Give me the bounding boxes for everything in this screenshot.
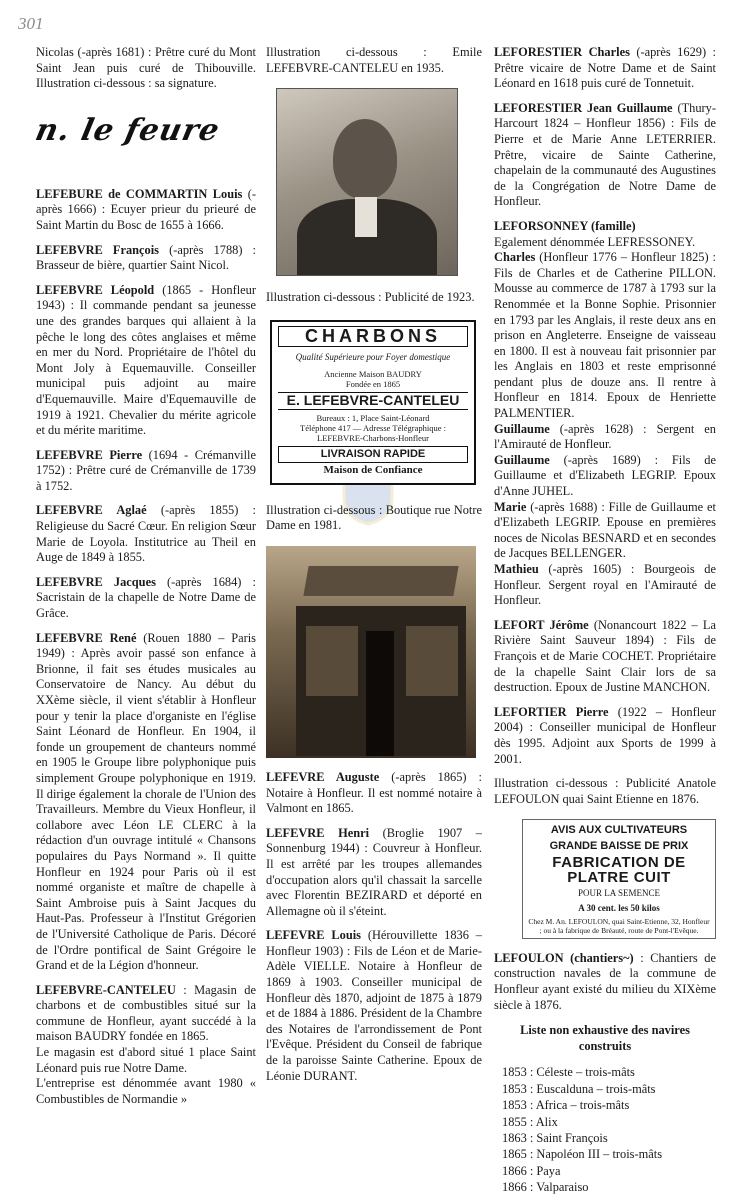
ad-line: Téléphone 417 — Adresse Télégraphique : LEFEBVRE-Charbons-Honfleur: [300, 422, 446, 443]
list-item: 1866 : Valparaiso: [502, 1180, 589, 1195]
ad-company-name: E. LEFEBVRE-CANTELEU: [278, 392, 468, 410]
entry-text: (Rouen 1880 – Paris 1949) : Après avoir passé son enfance à Brionne, il fait ses études musicales au Conservatoire de Nancy. Au début du XXème siècle, il vient s'établir à Honfleur pour y tenir la place d'organiste en l'église Saint Léonard de Honfleur. En 1904, il fonde un groupement de chanteurs nommé en 1905 le Groupe libre polyphonique puis simplement Groupe polyphonique en 1919. Il dirige également la chorale de l'Union des Travailleurs. Membre du Vieux Honfleur, il collabore avec Léon LE CLERC à la rédaction d'un ouvrage intitulé « Chansons populaires du Pays Normand ». Il quitte Honfleur en 1924 pour Paris où il est nommé organiste et maître de chapelle à Saint Ambroise puis à Saint Jacques du Haut-Pas. Professeur à l'Institut Grégorien de l'Université Catholique de Paris. Décoré de l'Ordre pontifical de Saint Grégoire le Grand et de la Légion d'honneur.: [36, 630, 256, 973]
entry-name: LEFORT Jérôme: [494, 617, 589, 632]
entry-name: LEFORESTIER Jean Guillaume: [494, 100, 673, 115]
ad-title: CHARBONS: [278, 326, 468, 348]
entry-name: Nicolas: [36, 45, 74, 59]
caption-portrait: Illustration ci-dessous : Emile LEFEBVRE-CANTELEU en 1935.: [266, 45, 482, 75]
entry-name: LEFEBVRE-CANTELEU: [36, 982, 176, 997]
entry-name: Mathieu: [494, 562, 539, 576]
column-1: [32, 45, 257, 1116]
ad-livraison: LIVRAISON RAPIDE: [278, 446, 468, 464]
avis-line: GRANDE BAISSE DE PRIX: [549, 839, 689, 852]
list-item: 1865 : Napoléon III – trois-mâts: [502, 1147, 663, 1162]
entry-name: LEFOULON (chantiers~): [494, 950, 634, 965]
entry-lefevre-henri: [266, 826, 482, 920]
entry-name: LEFORESTIER Charles: [494, 45, 630, 59]
entry-lefebvre-pierre: [36, 448, 256, 495]
entry-name: LEFEVRE Louis: [266, 928, 361, 943]
entry-lefebure-commartin: [36, 187, 256, 234]
entry-name: LEFEBVRE Léopold: [36, 282, 155, 297]
entry-text: (Broglie 1907 – Sonnenburg 1944) : Couvreur à Honfleur. Il est arrêté par les troupes allemandes d'occupation alors qu'il chassait la sarcelle avec Florentin BEZIRARD et déporté en Allemagne où il s'éteint.: [266, 825, 483, 918]
entry-text: Le magasin est d'abord situé 1 place Saint Léonard puis rue Notre Dame.: [36, 1045, 256, 1075]
ad-line: Bureaux : 1, Place Saint-Léonard: [316, 412, 430, 423]
entry-name: LEFEBURE de COMMARTIN Louis: [36, 186, 243, 201]
entry-name: LEFEBVRE François: [36, 242, 159, 257]
signature-image: [32, 101, 256, 171]
entry-text: (Hérouvillette 1836 – Honfleur 1903) : Fils de Léon et de Marie-Adèle VIELLE. Notaire à Honfleur de 1869 à 1903. Conseiller municipal de Honfleur dès 1870, adjoint de 1875 à 1879 et de 1884 à 1886. Président de la Chambre des Notaires de l'arrondissement de Pont l'Evêque. Président du Conseil de fabrique de la paroisse Sainte Catherine. Epoux de Léonie DURANT.: [266, 928, 482, 1083]
list-item: 1855 : Alix: [502, 1114, 558, 1129]
entry-name: LEFEBVRE Pierre: [36, 447, 143, 462]
entry-name: Guillaume: [494, 452, 550, 467]
boutique-photo: [266, 546, 476, 758]
entry-leforestier-jean-guillaume: [494, 101, 716, 210]
entry-leforestier-charles: [494, 45, 716, 92]
entry-text: L'entreprise est dénommée avant 1980 « Combustibles de Normandie »: [36, 1076, 256, 1106]
column-3: [494, 45, 716, 1196]
entry-text: (-après 1865) : Notaire à Honfleur. Il est nommé notaire à Valmont en 1865.: [266, 769, 483, 816]
entry-name: Guillaume: [494, 421, 550, 436]
ad-maison: Maison de Confiance: [323, 464, 423, 477]
entry-lefevre-auguste: [266, 770, 482, 817]
avis-address: Chez M. An. LEFOULON, quai Saint-Etienne, 32, Honfleur ; ou à la fabrique de Bréauté, route de Pont-l'Evêque.: [528, 916, 710, 935]
entry-name: LEFORSONNEY (famille): [494, 218, 636, 233]
entry-lefebvre-canteleu: [36, 983, 256, 1108]
entry-name: LEFEBVRE René: [36, 630, 137, 645]
entry-text: : Magasin de charbons et de combustibles situé sur la commune de Honfleur, ayant succédé à la maison BAUDRY fondée en 1865.: [36, 982, 256, 1044]
entry-lefebvre-francois: [36, 243, 256, 274]
advertisement-charbons: [270, 320, 476, 485]
ships-list: [494, 1064, 716, 1195]
entry-text: (1865 - Honfleur 1943) : Il commande pendant sa jeunesse une des grandes barques qui allaient à la pêche le long des côtes anglaises et même en mer du Nord. Propriétaire de l'hôtel du Mont Joly à Equemauville. Conseiller municipal puis adjoint au maire d'Equemauville. Maire d'Equemauville de 1919 à 1921. Chevalier du mérite agricole et du mérite maritime.: [36, 282, 256, 438]
entry-text: : Chantiers de construction navales de la commune de Honfleur ayant existé du milieu du XIXème siècle à 1876.: [494, 950, 716, 1012]
entry-nicolas: [36, 45, 256, 92]
signature-text: n. le feure: [32, 112, 224, 148]
entry-text: (-après 1629) : Prêtre vicaire de Notre Dame et de Saint Léonard en 1618 puis curé de Tonnetuit.: [494, 45, 716, 91]
entry-lefebvre-rene: [36, 631, 256, 974]
entry-lefortier-pierre: [494, 705, 716, 767]
list-item: 1853 : Euscalduna – trois-mâts: [502, 1081, 656, 1096]
entry-lefebvre-leopold: [36, 283, 256, 439]
entry-text: (-après 1689) : Fils de Guillaume et d'Elizabeth LEGRIP. Epoux d'Anne JUHEL.: [494, 452, 716, 499]
entry-text: (-après 1666) : Ecuyer prieur du prieuré de Saint Martin du Bosc de 1655 à 1666.: [36, 186, 256, 232]
entry-lefebvre-jacques: [36, 575, 256, 622]
entry-text: (Thury-Harcourt 1824 – Honfleur 1856) : Fils de Pierre et de Marie Anne LETERRIER. Prêtre, vicaire de Sainte Catherine, chapelain de la communauté des Augustines de la Congrégation de Notre Dame de Honfleur.: [494, 100, 716, 209]
ships-list-title: Liste non exhaustive des navires construits: [520, 1023, 690, 1053]
list-item: 1853 : Céleste – trois-mâts: [502, 1065, 635, 1080]
entry-name: Charles: [494, 250, 536, 265]
caption-lefoulon-ad: Illustration ci-dessous : Publicité Anatole LEFOULON quai Saint Etienne en 1876.: [494, 776, 716, 806]
entry-text: (-après 1855) : Religieuse du Sacré Cœur. En religion Sœur Marie de Loyola. Institutrice au Theil en Auge de 1849 à 1855.: [36, 503, 256, 565]
avis-line: POUR LA SEMENCE: [577, 887, 660, 898]
entry-text: (-après 1688) : Fille de Guillaume et d'Elizabeth LEGRIP. Epouse en premières noces de Nicolas BESNARD et en secondes de Jacques BELLENGER.: [494, 499, 716, 561]
entry-text: (-après 1788) : Brasseur de bière, quartier Saint Nicol.: [36, 242, 257, 273]
entry-text: (1694 - Crémanville 1752) : Prêtre curé de Crémanville de 1739 à 1752.: [36, 447, 256, 493]
entry-text: (-après 1681) : Prêtre curé du Mont Saint Jean puis curé de Thibouville. Illustration ci-dessous : sa signature.: [36, 45, 256, 91]
entry-name: LEFORTIER Pierre: [494, 704, 609, 719]
list-item: 1866 : Paya: [502, 1163, 561, 1178]
avis-headline: FABRICATION DE PLATRE CUIT: [552, 853, 686, 887]
entry-lefebvre-aglae: [36, 503, 256, 565]
ad-subtitle: Qualité Supérieure pour Foyer domestique: [295, 352, 451, 363]
list-item: 1863 : Saint François: [502, 1131, 608, 1146]
entry-text: (-après 1605) : Bourgeois de Honfleur. Sergent royal en l'Amirauté de Honfleur.: [494, 562, 716, 608]
entry-text: (Nonancourt 1822 – La Rivière Saint Sauveur 1894) : Fils de François et de Marie COCHET. Propriétaire de la chapelle Saint Clair lors de sa destruction. Epoux de Justine MANCHON.: [494, 617, 716, 695]
entry-leforsonney-famille: [494, 219, 716, 609]
advertisement-platre: [522, 819, 716, 939]
list-item: 1853 : Africa – trois-mâts: [502, 1098, 630, 1113]
entry-text: (Honfleur 1776 – Honfleur 1825) : Fils de Charles et de Catherine PILLON. Mousse au commerce de 1787 à 1793 sur la Renommée et la Bonne Sophie. Prisonnier en 1793 par les Anglais, il reste deux ans en prison en Angleterre. Enseigne de vaisseau en 1800. Il est à nouveau fait prisonnier par les Anglais en 1803 et reste emprisonné pendant plus de douze ans. Il rentre à Honfleur en 1814. Epoux de Henriette PALMENTIER.: [494, 250, 716, 421]
entry-name: LEFEBVRE Jacques: [36, 574, 156, 589]
caption-ad-1923: Illustration ci-dessous : Publicité de 1923.: [266, 290, 475, 305]
entry-lefort-jerome: [494, 618, 716, 696]
entry-name: Marie: [494, 499, 527, 514]
ad-line: Fondée en 1865: [345, 378, 401, 389]
ad-line: Ancienne Maison BAUDRY: [324, 368, 422, 379]
avis-price: A 30 cent. les 50 kilos: [578, 903, 660, 914]
portrait-photo: [276, 88, 458, 276]
caption-boutique: Illustration ci-dessous : Boutique rue Notre Dame en 1981.: [266, 502, 482, 533]
entry-lefevre-louis: [266, 928, 482, 1084]
entry-lefoulon-chantiers: [494, 951, 716, 1013]
entry-name: LEFEVRE Henri: [266, 825, 370, 840]
entry-name: LEFEBVRE Aglaé: [36, 503, 147, 518]
column-2: [266, 45, 482, 1093]
entry-name: LEFEVRE Auguste: [266, 769, 380, 784]
avis-line: AVIS AUX CULTIVATEURS: [550, 824, 688, 837]
entry-text: (-après 1684) : Sacristain de la chapelle de Notre Dame de Grâce.: [36, 574, 256, 621]
page-number: 301: [18, 14, 44, 33]
entry-text: (-après 1628) : Sergent en l'Amirauté de Honfleur.: [494, 421, 716, 452]
entry-text: Egalement dénommée LEFRESSONEY.: [494, 234, 696, 249]
entry-text: (1922 – Honfleur 2004) : Conseiller municipal de Honfleur dès 1995. Adjoint aux Sports de 1999 à 2001.: [494, 704, 716, 766]
